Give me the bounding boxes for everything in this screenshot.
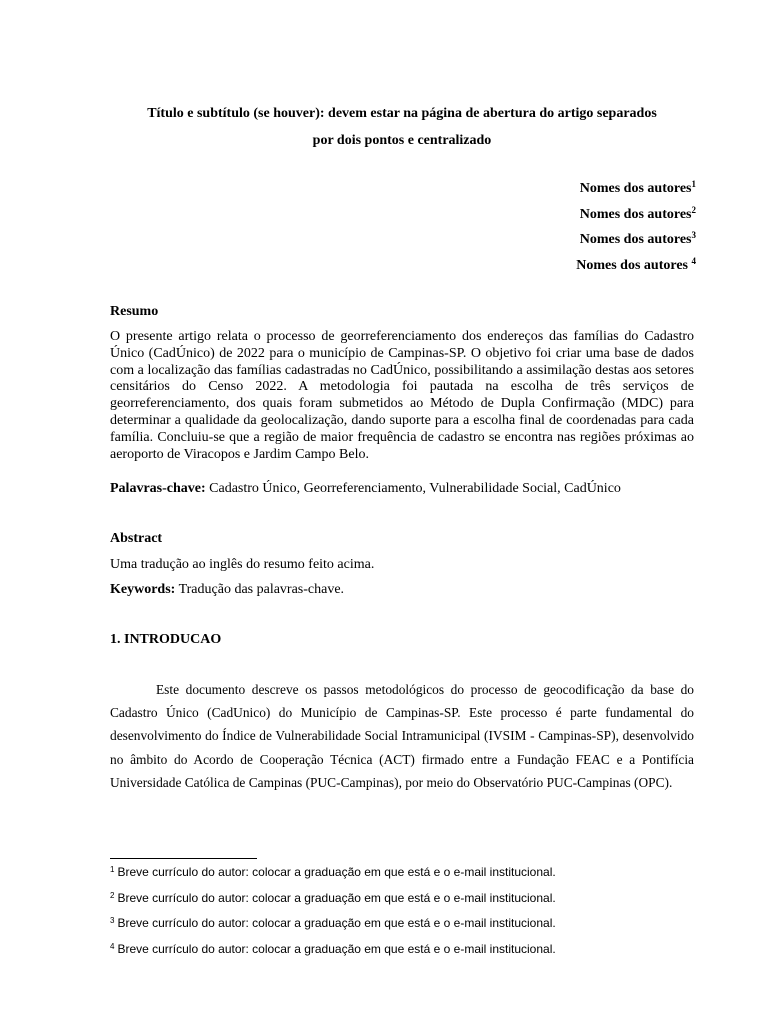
- author-list: [576, 176, 696, 278]
- abstract-text: Uma tradução ao inglês do resumo feito acima.: [110, 557, 375, 572]
- keywords-label: Keywords:: [110, 582, 176, 597]
- author-name: Nomes dos autores: [579, 181, 692, 196]
- footnote-mark: 3: [110, 916, 115, 926]
- footnote-mark: 2: [110, 890, 115, 900]
- footnote-text: Breve currículo do autor: colocar a graduação em que está e o e-mail institucional.: [117, 890, 556, 905]
- footnote-separator: [110, 858, 257, 859]
- author-line: [576, 202, 696, 228]
- footnotes: [110, 860, 710, 962]
- abstract-heading: Abstract: [110, 531, 163, 546]
- abstract-keywords: [110, 581, 344, 599]
- resumo-keywords: [110, 480, 710, 498]
- footnote-text: Breve currículo do autor: colocar a graduação em que está e o e-mail institucional.: [117, 916, 556, 931]
- author-footnote-mark[interactable]: 2: [691, 204, 696, 215]
- footnote: [110, 911, 710, 937]
- title-line-2: por dois pontos e centralizado: [312, 133, 492, 148]
- author-name: Nomes dos autores: [576, 257, 692, 273]
- footnote-mark: 1: [110, 865, 115, 874]
- resumo-heading: Resumo: [110, 304, 159, 319]
- keywords-text: Cadastro Único, Georreferenciamento, Vulnerabilidade Social, CadÚnico: [205, 481, 621, 496]
- footnote-text: Breve currículo do autor: colocar a graduação em que está e o e-mail institucional.: [117, 941, 556, 956]
- footnote-mark: 4: [110, 941, 115, 951]
- footnote: [110, 886, 710, 912]
- author-footnote-mark[interactable]: 1: [691, 179, 696, 189]
- title-line-1: Título e subtítulo (se houver): devem estar na página de abertura do artigo separados: [147, 106, 657, 121]
- footnote: [110, 860, 710, 886]
- section-heading-introduction: 1. INTRODUCAO: [110, 632, 222, 647]
- introduction-paragraph: Este documento descreve os passos metodológicos do processo de geocodificação da base do Cadastro Único (CadUnico) do Município de Campinas-SP. Este processo é parte fundamental do desenvolvimento do Índice de Vulnerabilidade Social Intramunicipal (IVSIM - Campinas-SP), desenvolvido no âmbito do Acordo de Cooperação Técnica (ACT) firmado entre a Fundação FEAC e a Pontifícia Universidade Católica de Campinas (PUC-Campinas), por meio do Observatório PUC-Campinas (OPC).: [110, 682, 694, 790]
- author-line: [576, 227, 696, 253]
- author-line: [576, 253, 696, 279]
- author-name: Nomes dos autores: [579, 232, 692, 247]
- author-line: [576, 176, 696, 202]
- footnote-text: Breve currículo do autor: colocar a graduação em que está e o e-mail institucional.: [117, 865, 556, 879]
- keywords-label: Palavras-chave:: [110, 481, 206, 496]
- keywords-text: Tradução das palavras-chave.: [175, 582, 345, 597]
- resumo-text: O presente artigo relata o processo de georreferenciamento dos endereços das famílias do Cadastro Único (CadÚnico) de 2022 para o município de Campinas-SP. O objetivo foi criar uma base de dados com a localização das famílias cadastradas no CadÚnico, possibilitando a assimilação destas aos setores censitários do Censo 2022. A metodologia foi pautada na escolha de três serviços de georreferenciamento, dos quais foram submetidos ao Método de Dupla Confirmação (MDC) para determinar a qualidade da geolocalização, dando suporte para a escolha final de coordenadas para cada família. Concluiu-se que a região de maior frequência de cadastro se encontra nas regiões próximas ao aeroporto de Viracopos e Jardim Campo Belo.: [110, 329, 694, 462]
- author-footnote-mark[interactable]: 3: [691, 230, 696, 240]
- author-footnote-mark[interactable]: 4: [691, 255, 696, 266]
- author-name: Nomes dos autores: [579, 206, 692, 222]
- article-title: [100, 100, 704, 154]
- footnote: [110, 937, 710, 963]
